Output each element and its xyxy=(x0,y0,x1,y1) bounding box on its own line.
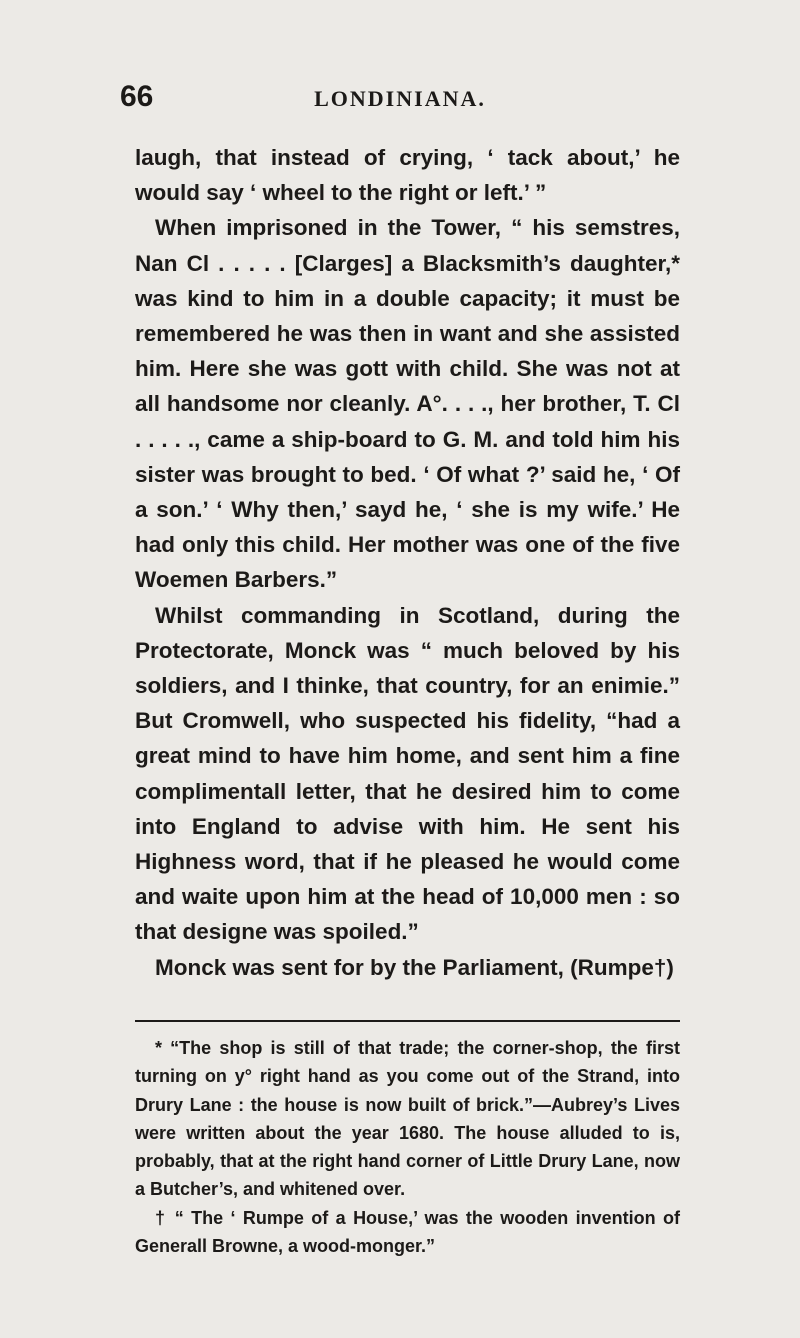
footnote-divider xyxy=(135,1020,680,1022)
running-title: LONDINIANA. xyxy=(314,86,486,111)
paragraph-1: laugh, that instead of crying, ‘ tack about,’ he would say ‘ wheel to the right or left.’ ” xyxy=(135,145,680,206)
paragraph-2: When imprisoned in the Tower, “ his semstres, Nan Cl . . . . . [Clarges] a Blacksmith’s daughter,* was kind to him in a double capacity; it must be remembered he was then in want and she assisted him. Here she was gott with child. She was not at all handsome nor cleanly. A°. . . ., her brother, T. Cl . . . . ., came a ship-board to G. M. and told him his sister was brought to bed. ‘ Of what ?’ said he, ‘ Of a son.’ ‘ Why then,’ sayd he, ‘ she is my wife.’ He had only this child. Her mother was one of the five Woemen Barbers.” xyxy=(135,215,680,593)
footnote-2: † “ The ‘ Rumpe of a House,’ was the wooden invention of Generall Browne, a wood-monger.” xyxy=(135,1207,680,1257)
page-number: 66 xyxy=(120,80,154,113)
paragraph-4: Monck was sent for by the Parliament, (Rumpe†) xyxy=(155,954,674,980)
page-header xyxy=(120,80,680,120)
main-text xyxy=(135,140,680,985)
paragraph-3: Whilst commanding in Scotland, during the Protectorate, Monck was “ much beloved by his soldiers, and I thinke, that country, for an enimie.” But Cromwell, who suspected his fidelity, “had a great mind to have him home, and sent him a fine complimentall letter, that he desired him to come into England to advise with him. He sent his Highness word, that if he pleased he would come and waite upon him at the head of 10,000 men : so that designe was spoiled.” xyxy=(135,602,680,945)
footnotes xyxy=(135,1034,680,1260)
footnote-1: * “The shop is still of that trade; the corner-shop, the first turning on y° right hand as you come out of the Strand, into Drury Lane : the house is now built of brick.”—Aubrey’s Lives were written about the year 1680. The house alluded to is, probably, that at the right hand corner of Little Drury Lane, now a Butcher’s, and whitened over. xyxy=(135,1038,680,1200)
